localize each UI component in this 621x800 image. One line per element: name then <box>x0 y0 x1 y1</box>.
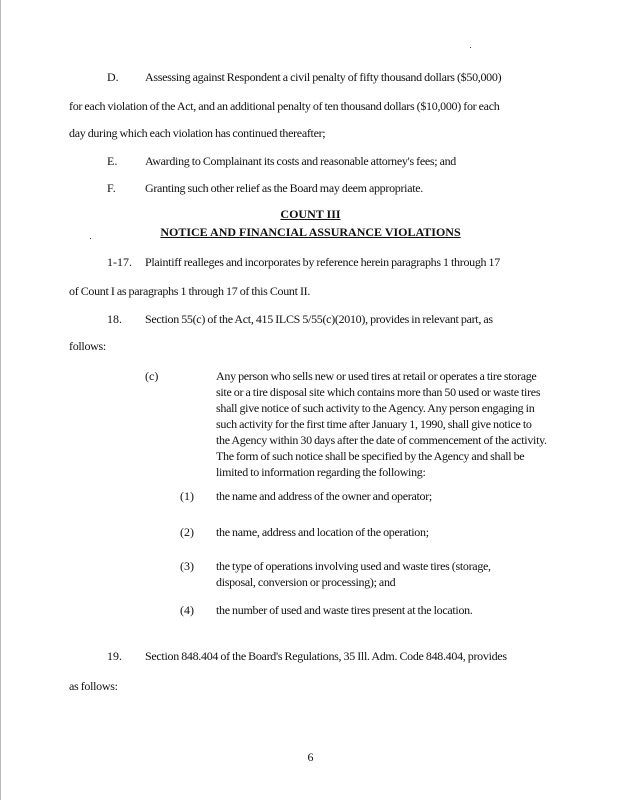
scan-speck <box>470 47 471 48</box>
quote-line: shall give notice of such activity to the Agency. Any person engaging in <box>216 401 535 415</box>
quote-line: Any person who sells new or used tires at retail or operates a tire storage <box>216 369 537 383</box>
item-label: E. <box>107 154 118 168</box>
subitem-line: the type of operations involving used and waste tires (storage, <box>216 559 491 573</box>
quote-line: the Agency within 30 days after the date of commencement of the activity. <box>216 433 547 447</box>
subitem-line: the name, address and location of the operation; <box>216 525 429 539</box>
text-line: Awarding to Complainant its costs and reasonable attorney's fees; and <box>145 154 457 168</box>
item-label: F. <box>107 181 116 195</box>
text-line: of Count I as paragraphs 1 through 17 of this Count II. <box>69 284 311 298</box>
subitem-line: the number of used and waste tires present at the location. <box>216 603 473 617</box>
count-heading: COUNT III <box>280 207 341 221</box>
text-line: day during which each violation has continued thereafter; <box>69 126 326 140</box>
quote-line: site or a tire disposal site which contains more than 50 used or waste tires <box>216 385 541 399</box>
text-line: Assessing against Respondent a civil penalty of fifty thousand dollars ($50,000) <box>145 70 502 84</box>
page-number: 6 <box>307 750 314 764</box>
text-line: Granting such other relief as the Board may deem appropriate. <box>145 181 423 195</box>
quote-line: such activity for the first time after January 1, 1990, shall give notice to <box>216 417 532 431</box>
subitem-label: (3) <box>180 559 194 573</box>
text-line: follows: <box>69 339 106 353</box>
item-label: D. <box>107 70 119 84</box>
text-line: as follows: <box>69 679 118 693</box>
paragraph-label: 18. <box>107 312 122 326</box>
quote-label: (c) <box>145 369 159 383</box>
quote-line: limited to information regarding the following: <box>216 465 426 479</box>
quote-line: The form of such notice shall be specified by the Agency and shall be <box>216 449 525 463</box>
subitem-label: (1) <box>180 489 194 503</box>
subitem-label: (2) <box>180 525 194 539</box>
paragraph-label: 19. <box>107 649 122 663</box>
subitem-line: the name and address of the owner and operator; <box>216 489 432 503</box>
count-title: NOTICE AND FINANCIAL ASSURANCE VIOLATIONS <box>160 225 461 239</box>
text-line: for each violation of the Act, and an additional penalty of ten thousand dollars ($10,000) for each <box>69 99 500 113</box>
scan-edge <box>0 0 1 800</box>
text-line: Section 848.404 of the Board's Regulations, 35 Ill. Adm. Code 848.404, provides <box>145 649 507 663</box>
subitem-label: (4) <box>180 603 194 617</box>
text-line: Section 55(c) of the Act, 415 ILCS 5/55(c)(2010), provides in relevant part, as <box>145 312 493 326</box>
text-line: Plaintiff realleges and incorporates by reference herein paragraphs 1 through 17 <box>145 255 500 269</box>
paragraph-label: 1-17. <box>107 255 132 269</box>
subitem-line: disposal, conversion or processing); and <box>216 575 396 589</box>
